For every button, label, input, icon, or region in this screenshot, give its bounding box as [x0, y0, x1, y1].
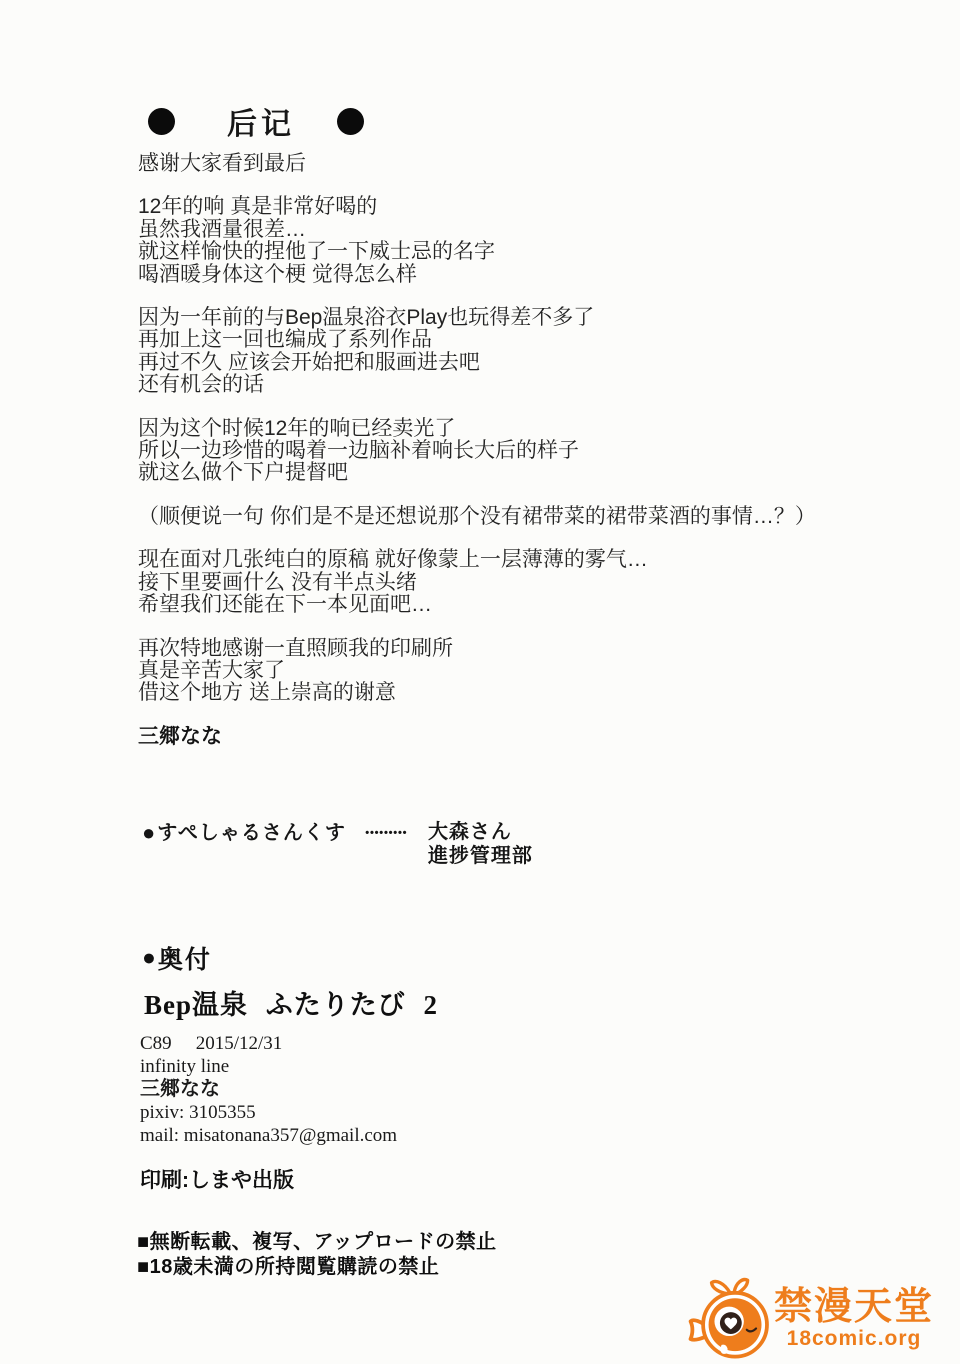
bullet-dot-left [148, 108, 175, 135]
watermark-site-name: 禁漫天堂 [774, 1285, 935, 1328]
text-line: 喝酒暖身体这个梗 觉得怎么样 [138, 262, 417, 286]
mascot-sprout-left [712, 1281, 730, 1293]
author-signature: 三郷なな [138, 724, 222, 748]
text-line: 再过不久 应该会开始把和服画进去吧 [138, 350, 480, 374]
text-line: 借这个地方 送上崇高的谢意 [138, 681, 396, 705]
leader-dots: ········· [363, 822, 406, 844]
printer-credit: 印刷:しまや出版 [140, 1169, 294, 1192]
text-line: 真是辛苦大家了 [138, 658, 285, 682]
whale-mascot-icon [688, 1276, 772, 1360]
bullet-dot-right [337, 108, 364, 135]
legal-notices [137, 1230, 497, 1280]
text-line: 还有机会的话 [138, 373, 264, 397]
bullet-icon: ● [142, 820, 156, 845]
text-line: （顺便说一句 你们是不是还想说那个没有裙带菜的裙带菜酒的事情…？） [138, 504, 816, 528]
text-line: 接下里要画什么 没有半点头绪 [138, 570, 417, 594]
paragraph [138, 307, 898, 397]
special-thanks-names [428, 820, 533, 868]
colophon-heading-label: 奥付 [157, 947, 212, 974]
page-title-row [148, 99, 364, 143]
watermark-site-url: 18comic.org [786, 1326, 922, 1350]
paragraph [138, 506, 898, 528]
text-line: 虽然我酒量很差… [138, 217, 306, 241]
thanks-name: 進捗管理部 [427, 845, 533, 867]
paragraph [138, 153, 898, 175]
pixiv-id: pixiv: 3105355 [140, 1102, 256, 1123]
notice-line: ■無断転載、複写、アップロードの禁止 [137, 1231, 497, 1253]
text-line: 因为这个时候12年的响已经卖光了 [138, 416, 456, 440]
paragraph [138, 418, 898, 485]
site-watermark [688, 1276, 934, 1360]
circle-name: infinity line [140, 1056, 230, 1077]
text-line: 感谢大家看到最后 [138, 152, 306, 175]
page-title: 后记 [227, 108, 295, 141]
thanks-name: 大森さん [427, 821, 512, 843]
colophon-info [140, 1032, 397, 1147]
paragraph [138, 196, 898, 286]
text-line: 希望我们还能在下一本见面吧… [138, 593, 432, 617]
special-thanks-row [142, 820, 533, 868]
text-line: 因为一年前的与Bep温泉浴衣Play也玩得差不多了 [138, 306, 595, 330]
watermark-text [774, 1287, 934, 1350]
text-line: 再次特地感谢一直照顾我的印刷所 [138, 636, 453, 660]
text-line: 12年的响 真是非常好喝的 [138, 195, 378, 219]
colophon-heading [142, 940, 212, 976]
paragraph [138, 549, 898, 616]
special-thanks-label: すぺしゃるさんくす [157, 822, 346, 844]
text-line: 就这么做个下户提督吧 [138, 461, 348, 485]
text-line: 现在面对几张纯白的原稿 就好像蒙上一层薄薄的雾气… [138, 548, 648, 572]
book-title: Bep温泉 ふたりたび 2 [144, 990, 439, 1020]
event-name: C89 [140, 1033, 172, 1054]
paragraph [138, 638, 898, 705]
notice-line: ■18歳未満の所持閲覧購読の禁止 [137, 1256, 440, 1278]
afterword-body [138, 153, 898, 769]
event-date-line [140, 1032, 397, 1055]
author-name: 三郷なな [140, 1078, 220, 1100]
mail-address: mail: misatonana357@gmail.com [140, 1125, 398, 1146]
release-date: 2015/12/31 [195, 1033, 283, 1054]
text-line: 所以一边珍惜的喝着一边脑补着响长大后的样子 [138, 439, 579, 463]
text-line: 就这样愉快的捏他了一下威士忌的名字 [138, 240, 495, 264]
bullet-icon: ● [142, 945, 156, 970]
text-line: 再加上这一回也编成了系列作品 [138, 328, 432, 352]
